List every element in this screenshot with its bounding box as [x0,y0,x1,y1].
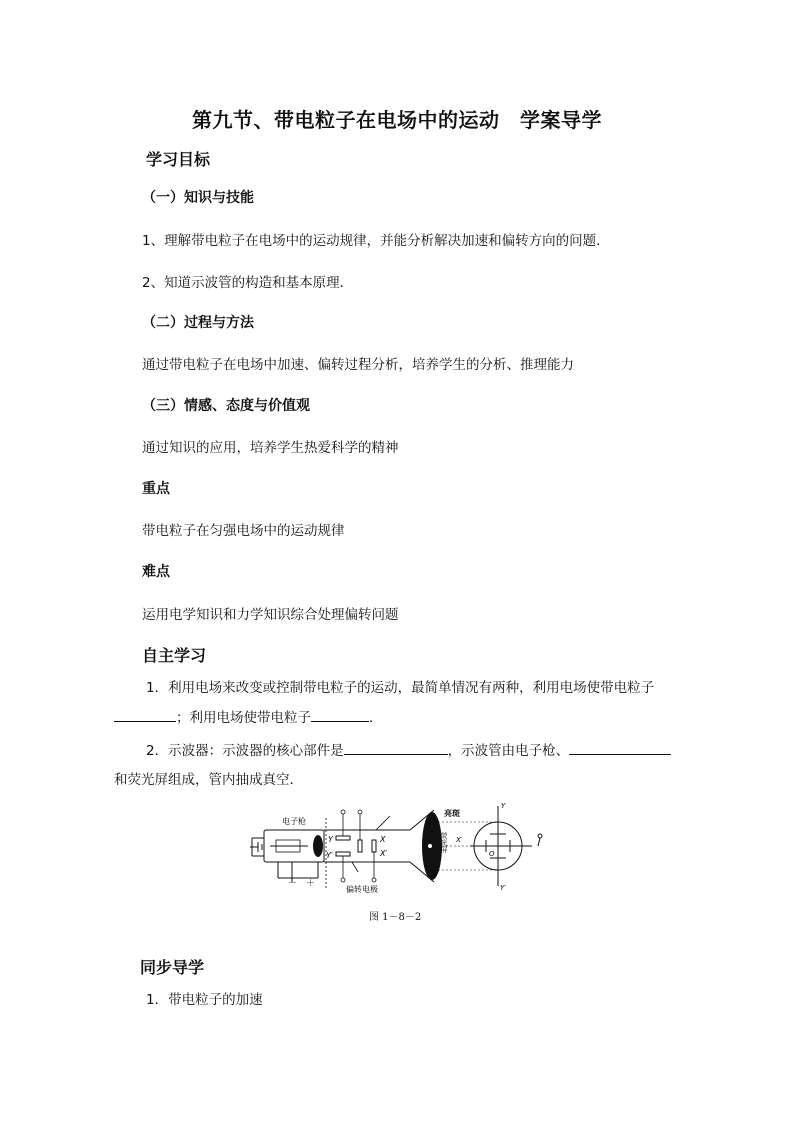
oscilloscope-tube-diagram [248,800,548,896]
difficulty-text: 运用电学知识和力学知识综合处理偏转问题 [142,607,399,623]
screen-front-view [470,806,532,886]
process-method-text: 通过带电粒子在电场中加速、偏转过程分析，培养学生的分析、推理能力 [142,357,574,373]
plate-x-prime-label: X′ [380,849,388,858]
attitude-values-text: 通过知识的应用，培养学生热爱科学的精神 [142,440,399,456]
screen-x-prime-label: X′ [456,836,463,844]
question-1-text-3: ． [369,710,383,726]
gun-plus-label: ＋ [306,879,316,889]
answer-blank-3[interactable] [344,740,448,755]
attitude-values-heading: （三）情感、态度与价值观 [142,398,310,414]
objective-item-1: 1、理解带电粒子在电场中的运动规律，并能分析解决加速和偏转方向的问题． [142,233,610,249]
self-study-heading: 自主学习 [142,646,207,665]
question-1-line-2 [114,706,383,726]
electron-gun-anode [313,835,323,857]
deflection-plates [336,836,376,856]
figure-caption: 图 1－8－2 [369,912,422,923]
objective-item-2: 2、知道示波管的构造和基本原理． [142,275,354,291]
screen-label: 荧光屏 [440,832,448,853]
plate-x-label: X [380,835,386,844]
question-2-line-1 [146,739,671,759]
key-point-text: 带电粒子在匀强电场中的运动规律 [142,523,345,539]
answer-blank-1[interactable] [114,707,176,722]
front-y-label: Y [501,802,506,810]
answer-blank-2[interactable] [311,707,369,722]
answer-blank-4[interactable] [569,740,671,755]
front-origin-label: O [489,850,495,858]
front-y-prime-label: Y′ [500,884,506,892]
sync-study-heading: 同步导学 [140,958,205,977]
difficulty-heading: 难点 [142,564,170,580]
question-1-text-2: ；利用电场使带电粒子 [176,710,311,726]
gun-minus-label: － [288,879,298,889]
key-point-heading: 重点 [142,481,170,497]
question-1-line-1: 1．利用电场来改变或控制带电粒子的运动，最简单情况有两种，利用电场使带电粒子 [146,680,655,696]
page-title: 第九节、带电粒子在电场中的运动 学案导学 [192,108,602,132]
electron-gun-label: 电子枪 [282,817,306,826]
plate-y-prime-label: Y′ [326,851,333,860]
plate-y-label: Y [328,835,333,844]
sync-study-item-1: 1．带电粒子的加速 [146,992,263,1008]
process-method-heading: （二）过程与方法 [142,315,254,331]
deflection-electrode-label: 偏转电极 [346,885,378,894]
knowledge-skills-heading: （一）知识与技能 [142,190,254,206]
question-2-line-2: 和荧光屏组成，管内抽成真空． [114,772,303,788]
bright-spot [428,844,432,848]
objectives-heading: 学习目标 [146,150,211,169]
viewer-eye-icon [538,834,542,846]
question-2-text-2: ，示波管由电子枪、 [447,743,570,759]
question-2-text-1: 2．示波器：示波器的核心部件是 [146,743,344,759]
bright-spot-label: 亮斑 [444,809,460,818]
